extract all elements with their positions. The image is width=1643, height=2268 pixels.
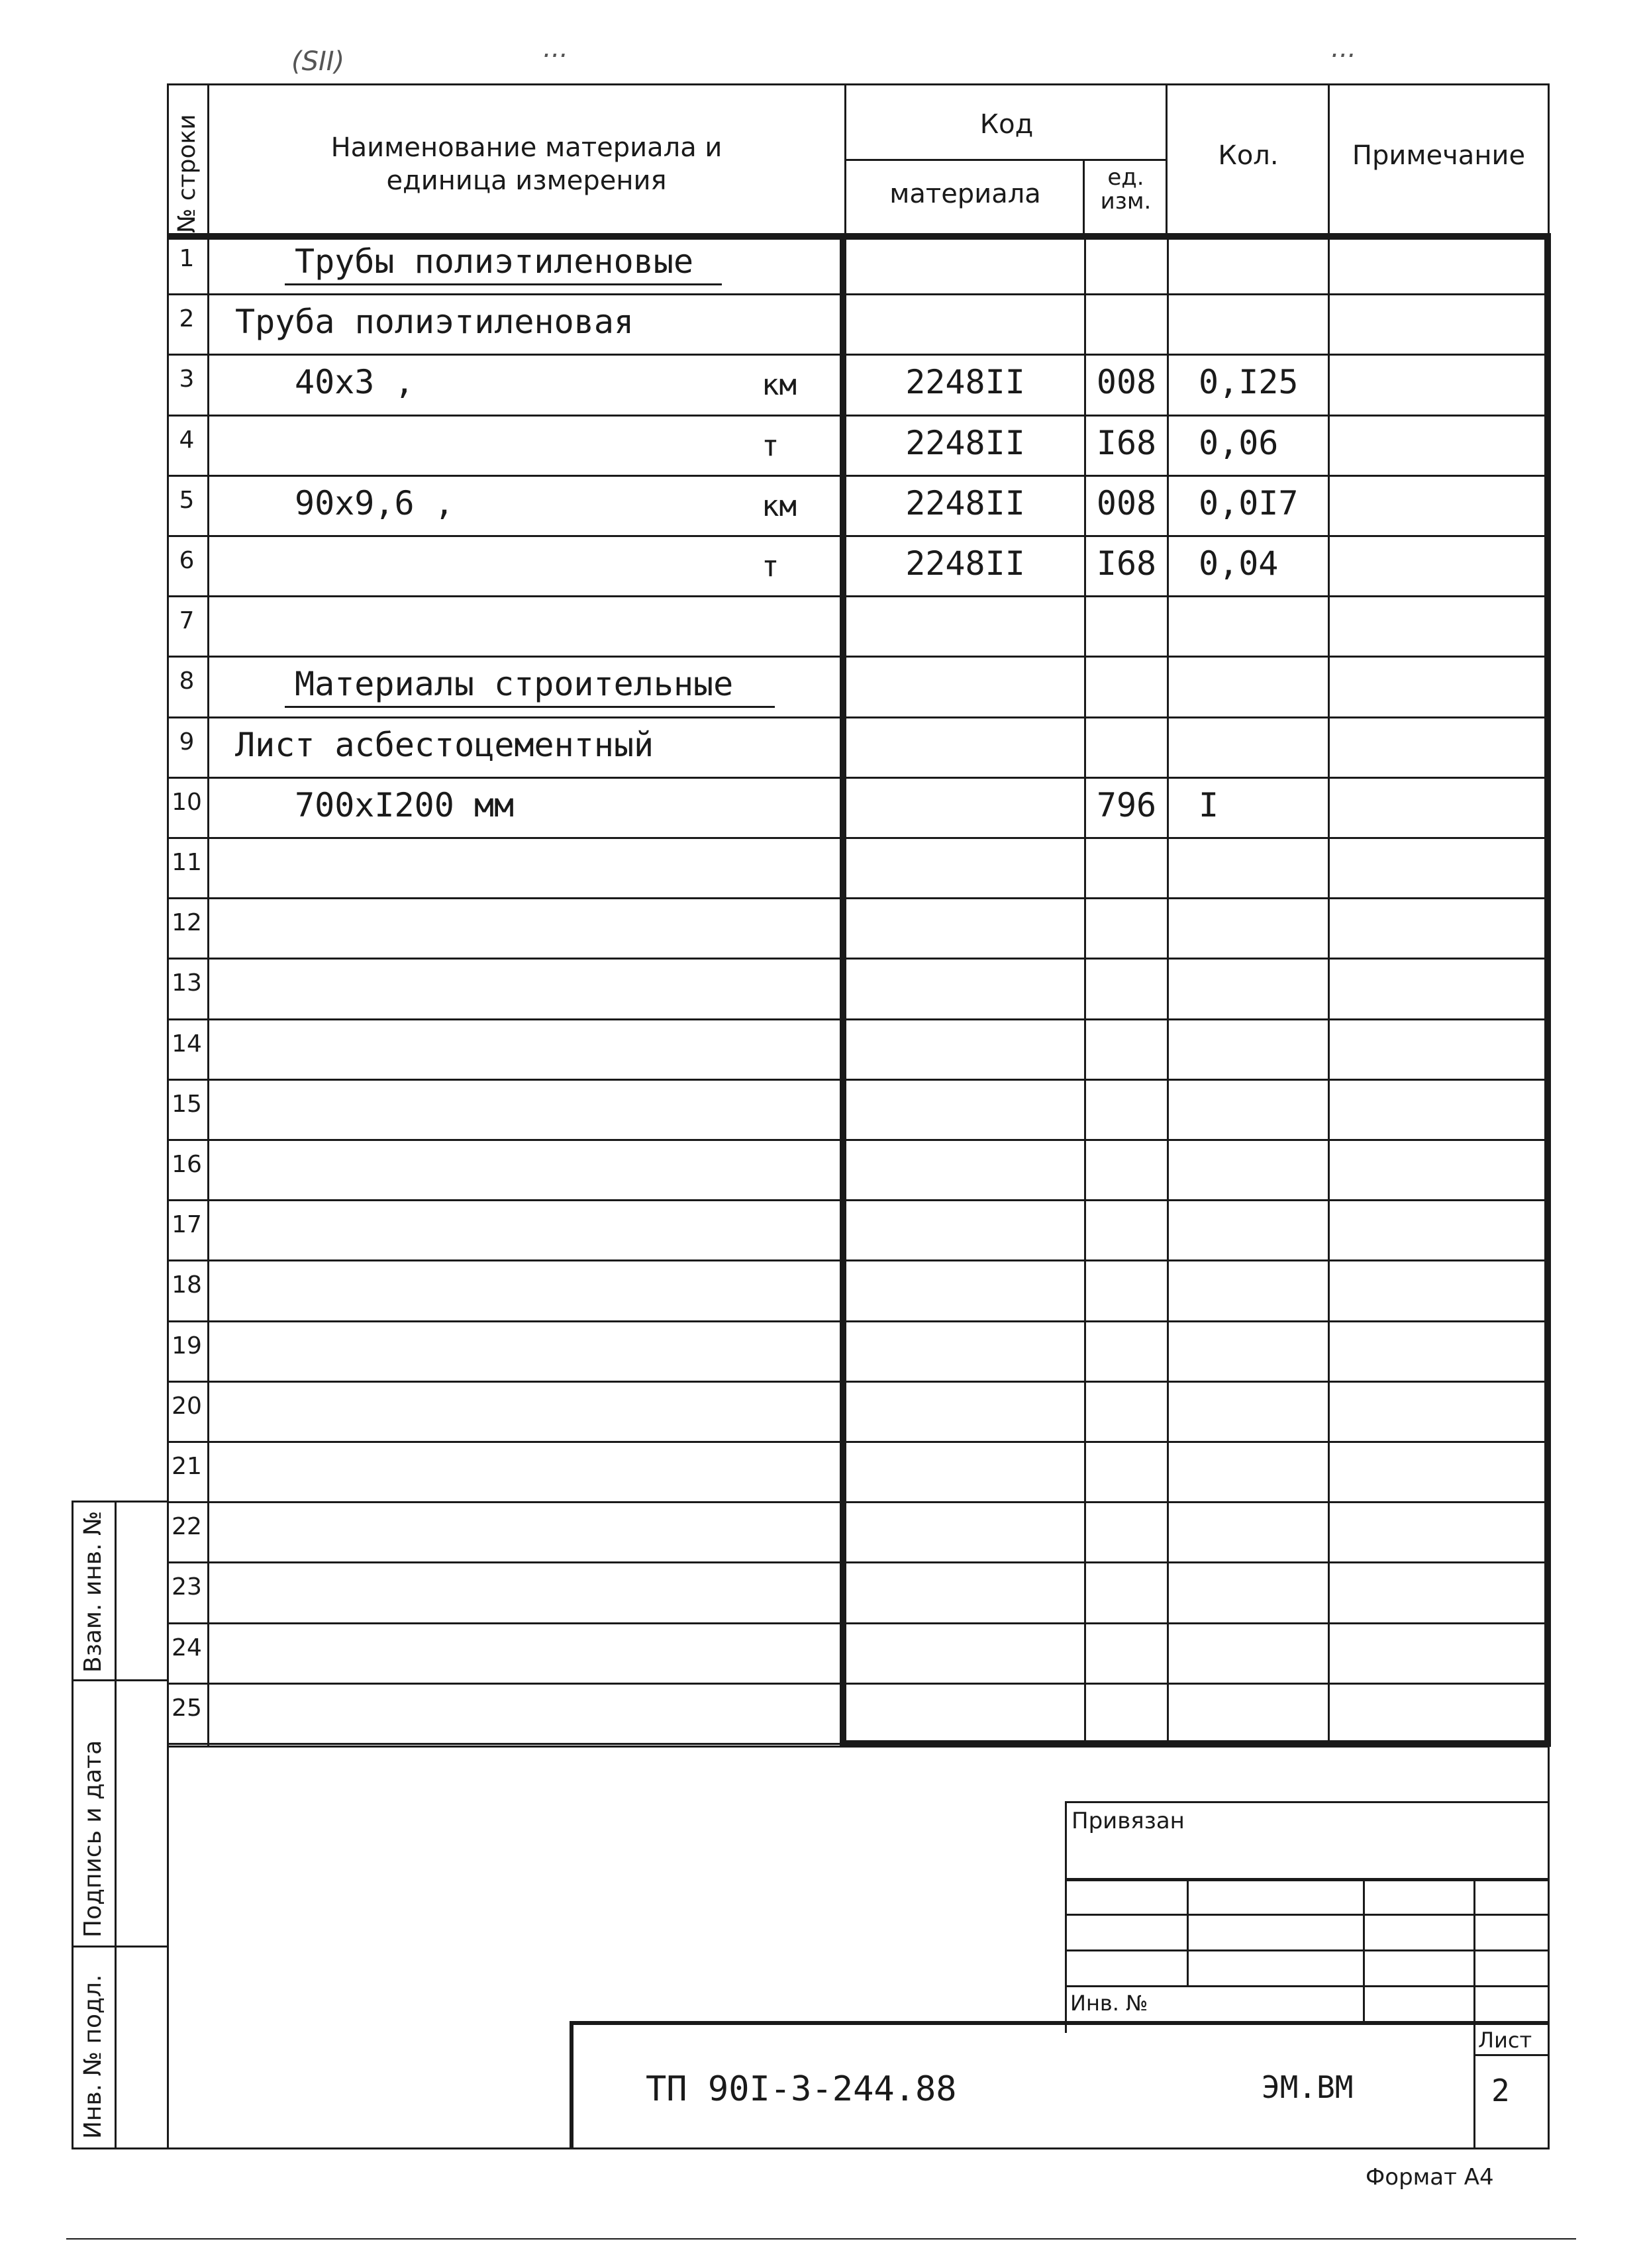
top-note-center: ...	[543, 33, 569, 64]
row-separator	[167, 595, 1548, 597]
row-separator	[167, 1622, 1548, 1624]
row-unit-code: I68	[1096, 424, 1157, 462]
row-number: 18	[172, 1271, 202, 1299]
row-number: 21	[172, 1453, 202, 1480]
row-separator	[167, 1018, 1548, 1020]
row-separator	[167, 837, 1548, 839]
row-separator	[167, 354, 1548, 356]
code-header-split	[844, 159, 1166, 161]
row-separator	[167, 1441, 1548, 1443]
row-quantity: I	[1199, 786, 1219, 824]
row-quantity: 0,06	[1199, 424, 1279, 462]
row-separator	[167, 656, 1548, 658]
header-name-line2: единица измерения	[386, 166, 667, 196]
row-unit: т	[762, 550, 779, 583]
row-separator	[167, 1501, 1548, 1503]
tb-grid-h3	[1065, 1949, 1550, 1951]
row-name: Материалы строительные	[295, 665, 734, 703]
row-number: 5	[179, 487, 195, 514]
row-name: 90х9,6 ,	[295, 484, 454, 522]
row-quantity: 0,I25	[1199, 363, 1299, 401]
row-number: 3	[179, 366, 195, 393]
row-number: 11	[172, 849, 202, 876]
row-number: 17	[172, 1211, 202, 1238]
row-material-code: 2248II	[905, 424, 1025, 462]
tb-grid-v3	[1473, 1878, 1475, 2149]
row-unit: км	[762, 489, 797, 523]
page-bottom-border	[72, 2147, 1550, 2149]
tb-privyazan-top	[1065, 1801, 1550, 1803]
row-material-code: 2248II	[905, 363, 1025, 401]
tb-grid-h2	[1065, 1914, 1550, 1916]
row-number: 7	[179, 607, 195, 634]
row-separator	[167, 897, 1548, 899]
side-podpis-label: Подпись и дата	[79, 1740, 107, 1938]
row-number: 19	[172, 1332, 202, 1359]
code-sub-divider	[1083, 159, 1085, 236]
side-top	[72, 1501, 167, 1503]
row-number: 22	[172, 1513, 202, 1540]
section-title-underline	[285, 706, 775, 708]
row-number: 10	[172, 789, 202, 816]
row-unit: км	[762, 368, 797, 402]
row-name: Лист асбестоцементный	[235, 726, 654, 764]
side-div2	[72, 1946, 167, 1948]
tb-grid-h4	[1065, 1985, 1550, 1987]
row-separator	[167, 415, 1548, 417]
tb-main-left	[570, 2021, 573, 2149]
row-separator	[167, 716, 1548, 718]
top-note-left: (SII)	[291, 46, 345, 77]
row-quantity: 0,04	[1199, 544, 1279, 583]
header-row-no: № строки	[174, 114, 201, 233]
row-number: 6	[179, 547, 195, 574]
tb-grid-v1	[1187, 1878, 1189, 1985]
header-code-unit-1: ед.	[1107, 164, 1144, 191]
body-note-divider	[1328, 233, 1330, 1743]
side-mid	[115, 1501, 117, 2149]
row-number: 24	[172, 1634, 202, 1661]
document-code: ТП 90I-3-244.88	[646, 2069, 957, 2109]
row-number: 8	[179, 667, 195, 695]
side-left	[72, 1501, 74, 2149]
header-code-unit-2: изм.	[1100, 188, 1152, 215]
row-number: 9	[179, 728, 195, 756]
row-separator	[167, 1199, 1548, 1201]
qty-note-divider	[1328, 83, 1330, 236]
row-separator	[167, 1561, 1548, 1563]
table-left-border	[167, 83, 169, 2149]
side-div1	[72, 1679, 167, 1681]
body-ed-divider	[1084, 233, 1086, 1743]
table-top-border	[167, 83, 1550, 85]
row-number: 2	[179, 305, 195, 332]
row-material-code: 2248II	[905, 544, 1025, 583]
row-separator	[167, 1683, 1548, 1685]
row-number: 15	[172, 1091, 202, 1118]
rownum-divider	[207, 83, 209, 1746]
row-separator	[167, 535, 1548, 537]
row-separator	[167, 1743, 1548, 1745]
row-name: Трубы полиэтиленовые	[295, 242, 694, 281]
tb-grid-h1	[1065, 1878, 1550, 1881]
row-number: 16	[172, 1151, 202, 1178]
row-name: 700хI200 мм	[295, 786, 515, 824]
body-qty-divider	[1167, 233, 1169, 1743]
row-unit-code: 008	[1096, 363, 1157, 401]
row-number: 12	[172, 909, 202, 936]
body-thick-right	[1544, 233, 1551, 1747]
header-bottom-border	[167, 233, 1551, 240]
body-thick-left	[840, 233, 846, 1747]
row-separator	[167, 1079, 1548, 1081]
format-label: Формат А4	[1366, 2164, 1494, 2191]
privyazan-label: Привязан	[1071, 1808, 1185, 1834]
inv-no-label: Инв. №	[1070, 1991, 1148, 2016]
tb-grid-v2	[1363, 1878, 1365, 2021]
row-number: 25	[172, 1695, 202, 1722]
code-qty-divider	[1166, 83, 1168, 236]
row-separator	[167, 1139, 1548, 1141]
document-suffix: ЭМ.ВМ	[1262, 2069, 1354, 2105]
row-unit: т	[762, 429, 779, 463]
row-number: 14	[172, 1030, 202, 1058]
row-unit-code: 796	[1096, 786, 1157, 824]
header-code: Код	[979, 109, 1034, 140]
row-separator	[167, 1259, 1548, 1261]
page-cut-line	[66, 2238, 1576, 2240]
row-separator	[167, 777, 1548, 779]
row-number: 1	[179, 245, 195, 272]
tb-privyazan-left	[1065, 1801, 1067, 2033]
tb-top	[167, 1746, 1550, 1748]
row-separator	[167, 1381, 1548, 1383]
row-number: 13	[172, 969, 202, 997]
row-number: 20	[172, 1393, 202, 1420]
header-name-line1: Наименование материала и	[330, 132, 722, 163]
header-note: Примечание	[1352, 140, 1526, 171]
header-code-material: материала	[889, 179, 1041, 209]
row-name: Труба полиэтиленовая	[235, 303, 634, 341]
row-material-code: 2248II	[905, 484, 1025, 522]
row-separator	[167, 958, 1548, 960]
row-separator	[167, 475, 1548, 477]
section-title-underline	[285, 283, 722, 285]
row-separator	[167, 293, 1548, 295]
sheet-label: Лист	[1478, 2028, 1532, 2053]
row-separator	[167, 1320, 1548, 1322]
row-number: 23	[172, 1573, 202, 1601]
side-vzam-label: Взам. инв. №	[79, 1510, 107, 1673]
side-inv-podl-label: Инв. № подл.	[79, 1974, 107, 2139]
tb-sheet-split	[1473, 2054, 1550, 2056]
top-note-right: ...	[1331, 33, 1357, 64]
row-quantity: 0,0I7	[1199, 484, 1299, 522]
sheet-number: 2	[1491, 2073, 1510, 2108]
row-number: 4	[179, 426, 195, 454]
row-unit-code: 008	[1096, 484, 1157, 522]
row-name: 40х3 ,	[295, 363, 415, 401]
header-qty: Кол.	[1218, 140, 1279, 171]
tb-main-top	[570, 2021, 1550, 2025]
row-unit-code: I68	[1096, 544, 1157, 583]
